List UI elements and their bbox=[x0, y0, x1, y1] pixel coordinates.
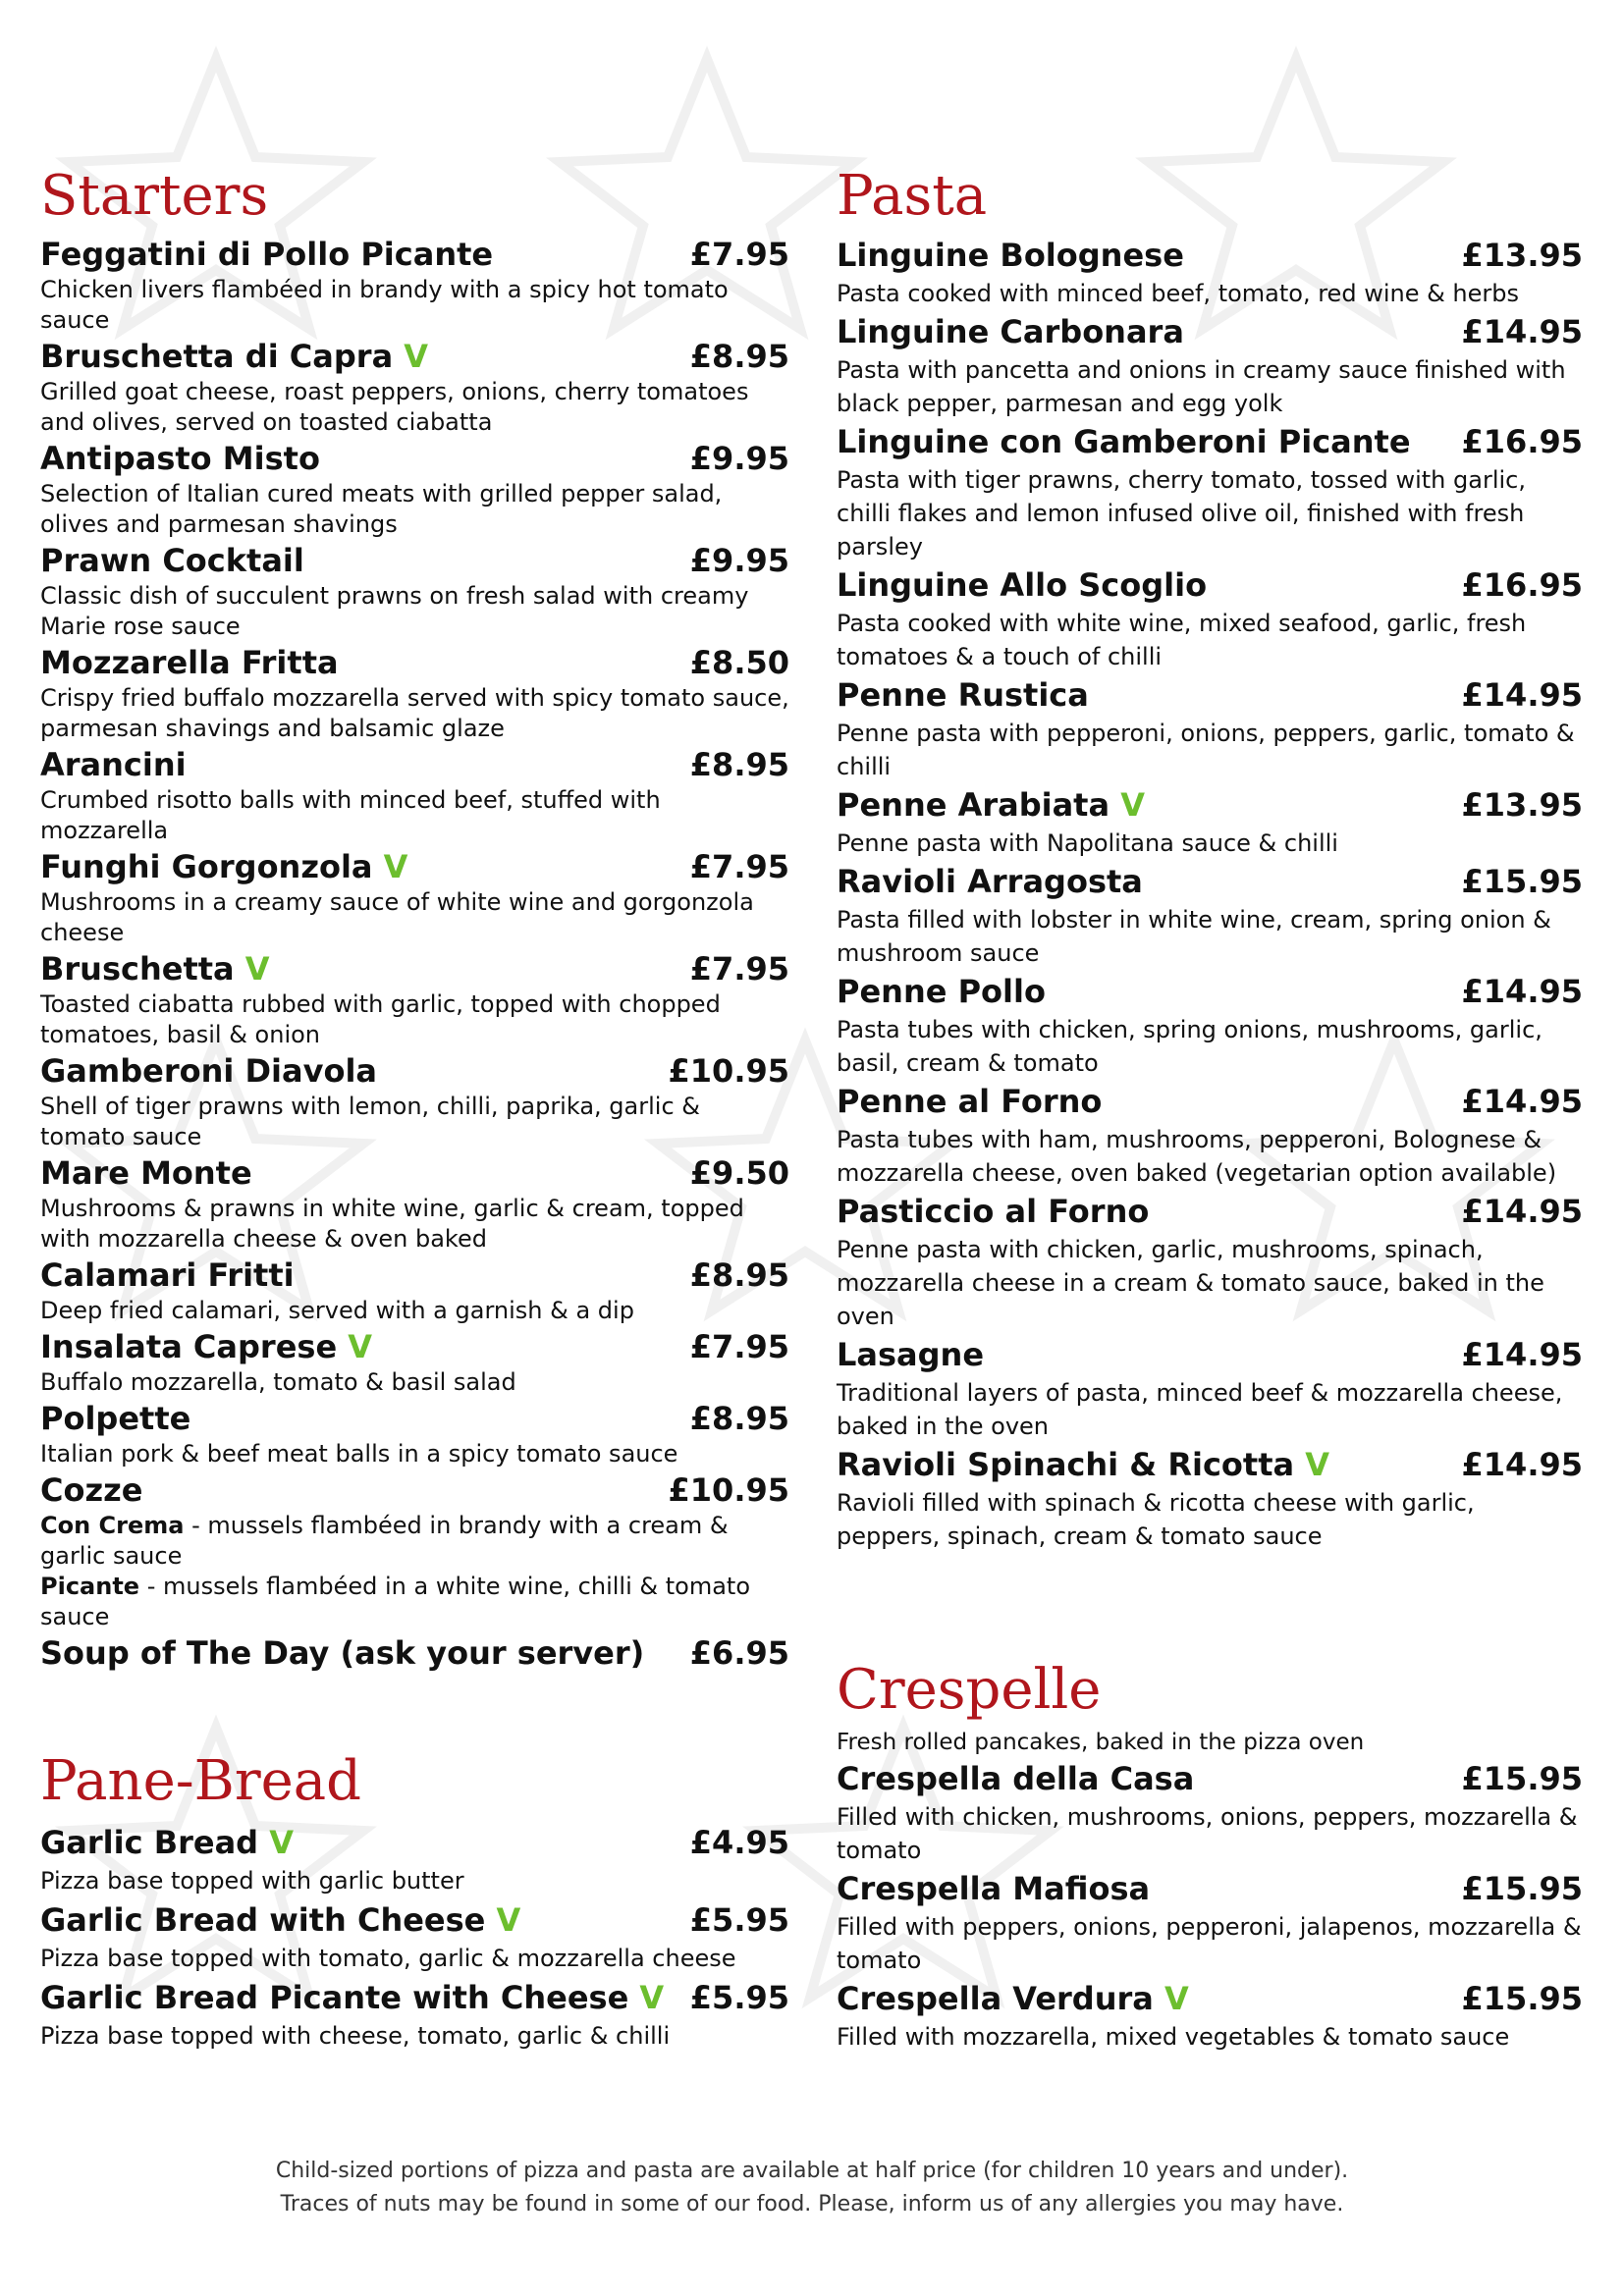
item-name-wrap bbox=[837, 1443, 1329, 1486]
menu-item bbox=[40, 1819, 789, 1896]
item-name: Feggatini di Pollo Picante bbox=[40, 236, 494, 273]
item-name: Ravioli Arragosta bbox=[837, 863, 1143, 900]
item-description: Deep fried calamari, served with a garnish & a dip bbox=[40, 1297, 634, 1324]
crespelle-section bbox=[837, 1659, 1583, 2054]
item-name-wrap bbox=[40, 540, 304, 581]
option-text: - mussels flambéed in a white wine, chilli & tomato sauce bbox=[40, 1573, 751, 1630]
item-price: £15.95 bbox=[1461, 1980, 1583, 2017]
bread-title: Pane-Bread bbox=[40, 1749, 361, 1813]
item-price: £14.95 bbox=[1461, 973, 1583, 1010]
item-price: £8.95 bbox=[689, 1256, 789, 1294]
item-name-wrap bbox=[40, 1255, 295, 1296]
bread-section bbox=[40, 1750, 789, 2052]
menu-item bbox=[40, 1050, 789, 1152]
item-name-wrap bbox=[837, 783, 1145, 827]
item-price: £8.95 bbox=[689, 338, 789, 375]
item-description: Italian pork & beef meat balls in a spicy tomato sauce bbox=[40, 1440, 678, 1468]
item-name: Lasagne bbox=[837, 1336, 985, 1373]
menu-item bbox=[837, 1190, 1583, 1333]
item-price: £8.95 bbox=[689, 1400, 789, 1437]
item-name-wrap bbox=[40, 1050, 377, 1092]
vegetarian-mark: V bbox=[348, 1328, 373, 1365]
item-name: Insalata Caprese bbox=[40, 1328, 338, 1365]
item-description: Toasted ciabatta rubbed with garlic, topped with chopped tomatoes, basil & onion bbox=[40, 990, 721, 1048]
item-name-wrap bbox=[837, 1080, 1102, 1123]
item-description: Pasta with tiger prawns, cherry tomato, tossed with garlic, chilli flakes and lemon infused olive oil, finished with fresh parsley bbox=[837, 466, 1526, 561]
item-description: Mushrooms in a creamy sauce of white wine and gorgonzola cheese bbox=[40, 888, 754, 946]
menu-item bbox=[837, 1080, 1583, 1190]
item-description: Chicken livers flambéed in brandy with a spicy hot tomato sauce bbox=[40, 276, 729, 334]
vegetarian-mark: V bbox=[1305, 1446, 1329, 1483]
item-description: Shell of tiger prawns with lemon, chilli, paprika, garlic & tomato sauce bbox=[40, 1093, 700, 1150]
menu-item bbox=[837, 420, 1583, 563]
menu-item bbox=[40, 744, 789, 846]
item-name: Linguine Carbonara bbox=[837, 313, 1184, 350]
item-name-wrap bbox=[837, 310, 1184, 353]
menu-item bbox=[837, 673, 1583, 783]
menu-item bbox=[837, 1333, 1583, 1443]
menu-item bbox=[40, 1255, 789, 1326]
item-name: Linguine Bolognese bbox=[837, 237, 1184, 274]
item-description: Pasta tubes with ham, mushrooms, pepperoni, Bolognese & mozzarella cheese, oven baked (vegetarian option available) bbox=[837, 1126, 1557, 1187]
item-name: Penne Arabiata bbox=[837, 786, 1110, 824]
menu-item-cozze bbox=[40, 1469, 789, 1632]
item-price: £15.95 bbox=[1461, 863, 1583, 900]
item-name-wrap bbox=[40, 1326, 372, 1367]
item-name: Prawn Cocktail bbox=[40, 542, 304, 579]
item-price: £9.95 bbox=[689, 440, 789, 477]
item-name-wrap bbox=[40, 1398, 190, 1439]
starters-list bbox=[40, 234, 789, 1469]
item-price: £15.95 bbox=[1461, 1760, 1583, 1797]
footer-line-children: Child-sized portions of pizza and pasta are available at half price (for children 10 years and under). bbox=[275, 2159, 1349, 2183]
item-description: Filled with peppers, onions, pepperoni, jalapenos, mozzarella & tomato bbox=[837, 1913, 1582, 1974]
item-description: Pasta cooked with minced beef, tomato, red wine & herbs bbox=[837, 280, 1520, 307]
item-name: Soup of The Day (ask your server) bbox=[40, 1634, 645, 1672]
menu-item bbox=[837, 1443, 1583, 1553]
vegetarian-mark: V bbox=[404, 338, 429, 375]
item-name: Garlic Bread with Cheese bbox=[40, 1901, 486, 1939]
item-description: Grilled goat cheese, roast peppers, onions, cherry tomatoes and olives, served on toasted ciabatta bbox=[40, 378, 749, 436]
item-description: Buffalo mozzarella, tomato & basil salad bbox=[40, 1368, 516, 1396]
item-price: £7.95 bbox=[689, 236, 789, 273]
item-description: Pasta with pancetta and onions in creamy sauce finished with black pepper, parmesan and egg yolk bbox=[837, 356, 1566, 417]
bread-list bbox=[40, 1819, 789, 2052]
menu-footer bbox=[0, 2155, 1624, 2221]
menu-item bbox=[837, 234, 1583, 310]
item-price: £7.95 bbox=[689, 848, 789, 885]
item-description: Classic dish of succulent prawns on fresh salad with creamy Marie rose sauce bbox=[40, 582, 749, 640]
item-name-wrap bbox=[837, 420, 1411, 463]
footer-line-allergies: Traces of nuts may be found in some of our food. Please, inform us of any allergies you may have. bbox=[280, 2192, 1344, 2216]
item-price: £14.95 bbox=[1461, 1193, 1583, 1230]
item-name: Calamari Fritti bbox=[40, 1256, 295, 1294]
item-description: Crispy fried buffalo mozzarella served with spicy tomato sauce, parmesan shavings and balsamic glaze bbox=[40, 684, 789, 742]
menu-item bbox=[40, 846, 789, 948]
item-name: Penne Pollo bbox=[837, 973, 1046, 1010]
item-name: Crespella Verdura bbox=[837, 1980, 1154, 2017]
menu-item bbox=[40, 540, 789, 642]
menu-item bbox=[837, 310, 1583, 420]
item-price: £14.95 bbox=[1461, 313, 1583, 350]
menu-item bbox=[837, 563, 1583, 673]
menu-item bbox=[40, 1896, 789, 1974]
item-name-wrap bbox=[837, 1977, 1189, 2020]
option-text: - mussels flambéed in brandy with a cream & garlic sauce bbox=[40, 1512, 729, 1570]
menu-item bbox=[40, 1326, 789, 1398]
item-name-wrap bbox=[837, 1333, 984, 1376]
starters-section bbox=[40, 165, 789, 1674]
item-name-wrap bbox=[837, 563, 1207, 607]
menu-item bbox=[40, 1152, 789, 1255]
item-price: £16.95 bbox=[1461, 566, 1583, 604]
item-name-wrap bbox=[40, 234, 493, 275]
item-name-wrap bbox=[40, 438, 320, 479]
item-price: £10.95 bbox=[668, 1471, 789, 1509]
item-description: Crumbed risotto balls with minced beef, stuffed with mozzarella bbox=[40, 786, 661, 844]
item-price: £13.95 bbox=[1461, 786, 1583, 824]
menu-item bbox=[837, 1867, 1583, 1977]
item-name: Penne al Forno bbox=[837, 1083, 1103, 1120]
item-name-wrap bbox=[40, 642, 339, 683]
option-label: Con Crema bbox=[40, 1512, 185, 1539]
starters-title: Starters bbox=[40, 164, 269, 228]
item-name-wrap bbox=[837, 1867, 1150, 1910]
item-price: £7.95 bbox=[689, 1328, 789, 1365]
vegetarian-mark: V bbox=[496, 1901, 521, 1939]
item-description: Mushrooms & prawns in white wine, garlic & cream, topped with mozzarella cheese & oven baked bbox=[40, 1195, 744, 1253]
menu-item bbox=[40, 1974, 789, 2052]
item-name: Garlic Bread Picante with Cheese bbox=[40, 1979, 629, 2016]
menu-item bbox=[837, 1757, 1583, 1867]
vegetarian-mark: V bbox=[244, 950, 270, 988]
item-description: Penne pasta with Napolitana sauce & chilli bbox=[837, 829, 1338, 857]
pasta-list bbox=[837, 234, 1583, 1553]
item-price: £6.95 bbox=[689, 1634, 789, 1672]
item-name: Penne Rustica bbox=[837, 676, 1089, 714]
item-name-wrap bbox=[40, 336, 428, 377]
menu-item bbox=[40, 438, 789, 540]
menu-item bbox=[837, 970, 1583, 1080]
item-price: £9.50 bbox=[689, 1154, 789, 1192]
crespelle-title: Crespelle bbox=[837, 1658, 1102, 1722]
vegetarian-mark: V bbox=[383, 848, 408, 885]
item-name-wrap bbox=[40, 948, 270, 989]
item-name: Funghi Gorgonzola bbox=[40, 848, 373, 885]
item-name-wrap bbox=[837, 234, 1184, 277]
item-name: Gamberoni Diavola bbox=[40, 1052, 377, 1090]
item-name: Crespella della Casa bbox=[837, 1760, 1195, 1797]
item-name-wrap bbox=[40, 846, 407, 887]
item-description: Filled with mozzarella, mixed vegetables & tomato sauce bbox=[837, 2023, 1510, 2051]
item-name-wrap bbox=[837, 970, 1046, 1013]
item-name-wrap bbox=[837, 1757, 1194, 1800]
item-name: Mozzarella Fritta bbox=[40, 644, 339, 681]
item-description: Penne pasta with pepperoni, onions, peppers, garlic, tomato & chilli bbox=[837, 720, 1575, 780]
menu-item bbox=[40, 1398, 789, 1469]
option-label: Picante bbox=[40, 1573, 140, 1600]
item-price: £16.95 bbox=[1461, 423, 1583, 460]
item-name: Crespella Mafiosa bbox=[837, 1870, 1151, 1907]
item-description: Ravioli filled with spinach & ricotta cheese with garlic, peppers, spinach, cream & tomato sauce bbox=[837, 1489, 1475, 1550]
item-price: £7.95 bbox=[689, 950, 789, 988]
item-name: Garlic Bread bbox=[40, 1824, 259, 1861]
menu-item-soup bbox=[40, 1632, 789, 1674]
item-name-wrap bbox=[837, 1190, 1149, 1233]
item-name-wrap bbox=[40, 744, 187, 785]
item-description: Traditional layers of pasta, minced beef & mozzarella cheese, baked in the oven bbox=[837, 1379, 1563, 1440]
item-name: Bruschetta di Capra bbox=[40, 338, 394, 375]
crespelle-list bbox=[837, 1757, 1583, 2054]
item-name: Pasticcio al Forno bbox=[837, 1193, 1150, 1230]
item-name-wrap bbox=[837, 860, 1143, 903]
item-name: Cozze bbox=[40, 1471, 143, 1509]
item-price: £8.95 bbox=[689, 746, 789, 783]
item-price: £10.95 bbox=[668, 1052, 789, 1090]
crespelle-intro: Fresh rolled pancakes, baked in the pizza oven bbox=[837, 1730, 1365, 1755]
cozze-option-picante bbox=[40, 1572, 789, 1632]
item-price: £5.95 bbox=[689, 1901, 789, 1939]
menu-item bbox=[40, 948, 789, 1050]
item-price: £9.95 bbox=[689, 542, 789, 579]
item-price: £14.95 bbox=[1461, 1446, 1583, 1483]
item-description: Pasta tubes with chicken, spring onions, mushrooms, garlic, basil, cream & tomato bbox=[837, 1016, 1543, 1077]
item-description: Filled with chicken, mushrooms, onions, peppers, mozzarella & tomato bbox=[837, 1803, 1578, 1864]
item-name-wrap bbox=[837, 673, 1089, 717]
item-name-wrap bbox=[40, 1819, 294, 1866]
pasta-title: Pasta bbox=[837, 164, 988, 228]
item-name: Linguine Allo Scoglio bbox=[837, 566, 1208, 604]
item-price: £15.95 bbox=[1461, 1870, 1583, 1907]
item-price: £14.95 bbox=[1461, 1083, 1583, 1120]
item-name-wrap bbox=[40, 1152, 252, 1194]
item-price: £13.95 bbox=[1461, 237, 1583, 274]
item-description: Pizza base topped with garlic butter bbox=[40, 1867, 464, 1895]
item-price: £14.95 bbox=[1461, 1336, 1583, 1373]
item-name: Arancini bbox=[40, 746, 187, 783]
item-price: £8.50 bbox=[689, 644, 789, 681]
item-name: Bruschetta bbox=[40, 950, 235, 988]
item-name: Mare Monte bbox=[40, 1154, 252, 1192]
item-name: Ravioli Spinachi & Ricotta bbox=[837, 1446, 1295, 1483]
item-name: Antipasto Misto bbox=[40, 440, 320, 477]
menu-item bbox=[40, 234, 789, 336]
menu-item bbox=[40, 642, 789, 744]
pasta-section bbox=[837, 165, 1583, 1553]
menu-item bbox=[837, 1977, 1583, 2054]
cozze-option-crema bbox=[40, 1511, 789, 1572]
menu-item bbox=[40, 336, 789, 438]
item-description: Pizza base topped with tomato, garlic & mozzarella cheese bbox=[40, 1945, 736, 1972]
menu-item bbox=[837, 783, 1583, 860]
item-name-wrap bbox=[40, 1896, 520, 1944]
item-price: £4.95 bbox=[689, 1824, 789, 1861]
item-description: Pasta cooked with white wine, mixed seafood, garlic, fresh tomatoes & a touch of chilli bbox=[837, 610, 1527, 670]
item-description: Selection of Italian cured meats with grilled pepper salad, olives and parmesan shavings bbox=[40, 480, 723, 538]
item-description: Pasta filled with lobster in white wine, cream, spring onion & mushroom sauce bbox=[837, 906, 1551, 967]
item-price: £14.95 bbox=[1461, 676, 1583, 714]
vegetarian-mark: V bbox=[1164, 1980, 1189, 2017]
vegetarian-mark: V bbox=[1120, 786, 1145, 824]
vegetarian-mark: V bbox=[639, 1979, 665, 2016]
item-name-wrap bbox=[40, 1974, 664, 2021]
item-price: £5.95 bbox=[689, 1979, 789, 2016]
vegetarian-mark: V bbox=[269, 1824, 294, 1861]
item-description: Pizza base topped with cheese, tomato, garlic & chilli bbox=[40, 2022, 671, 2050]
item-name: Linguine con Gamberoni Picante bbox=[837, 423, 1411, 460]
menu-item bbox=[837, 860, 1583, 970]
item-name: Polpette bbox=[40, 1400, 191, 1437]
item-description: Penne pasta with chicken, garlic, mushrooms, spinach, mozzarella cheese in a cream & tomato sauce, baked in the oven bbox=[837, 1236, 1544, 1330]
